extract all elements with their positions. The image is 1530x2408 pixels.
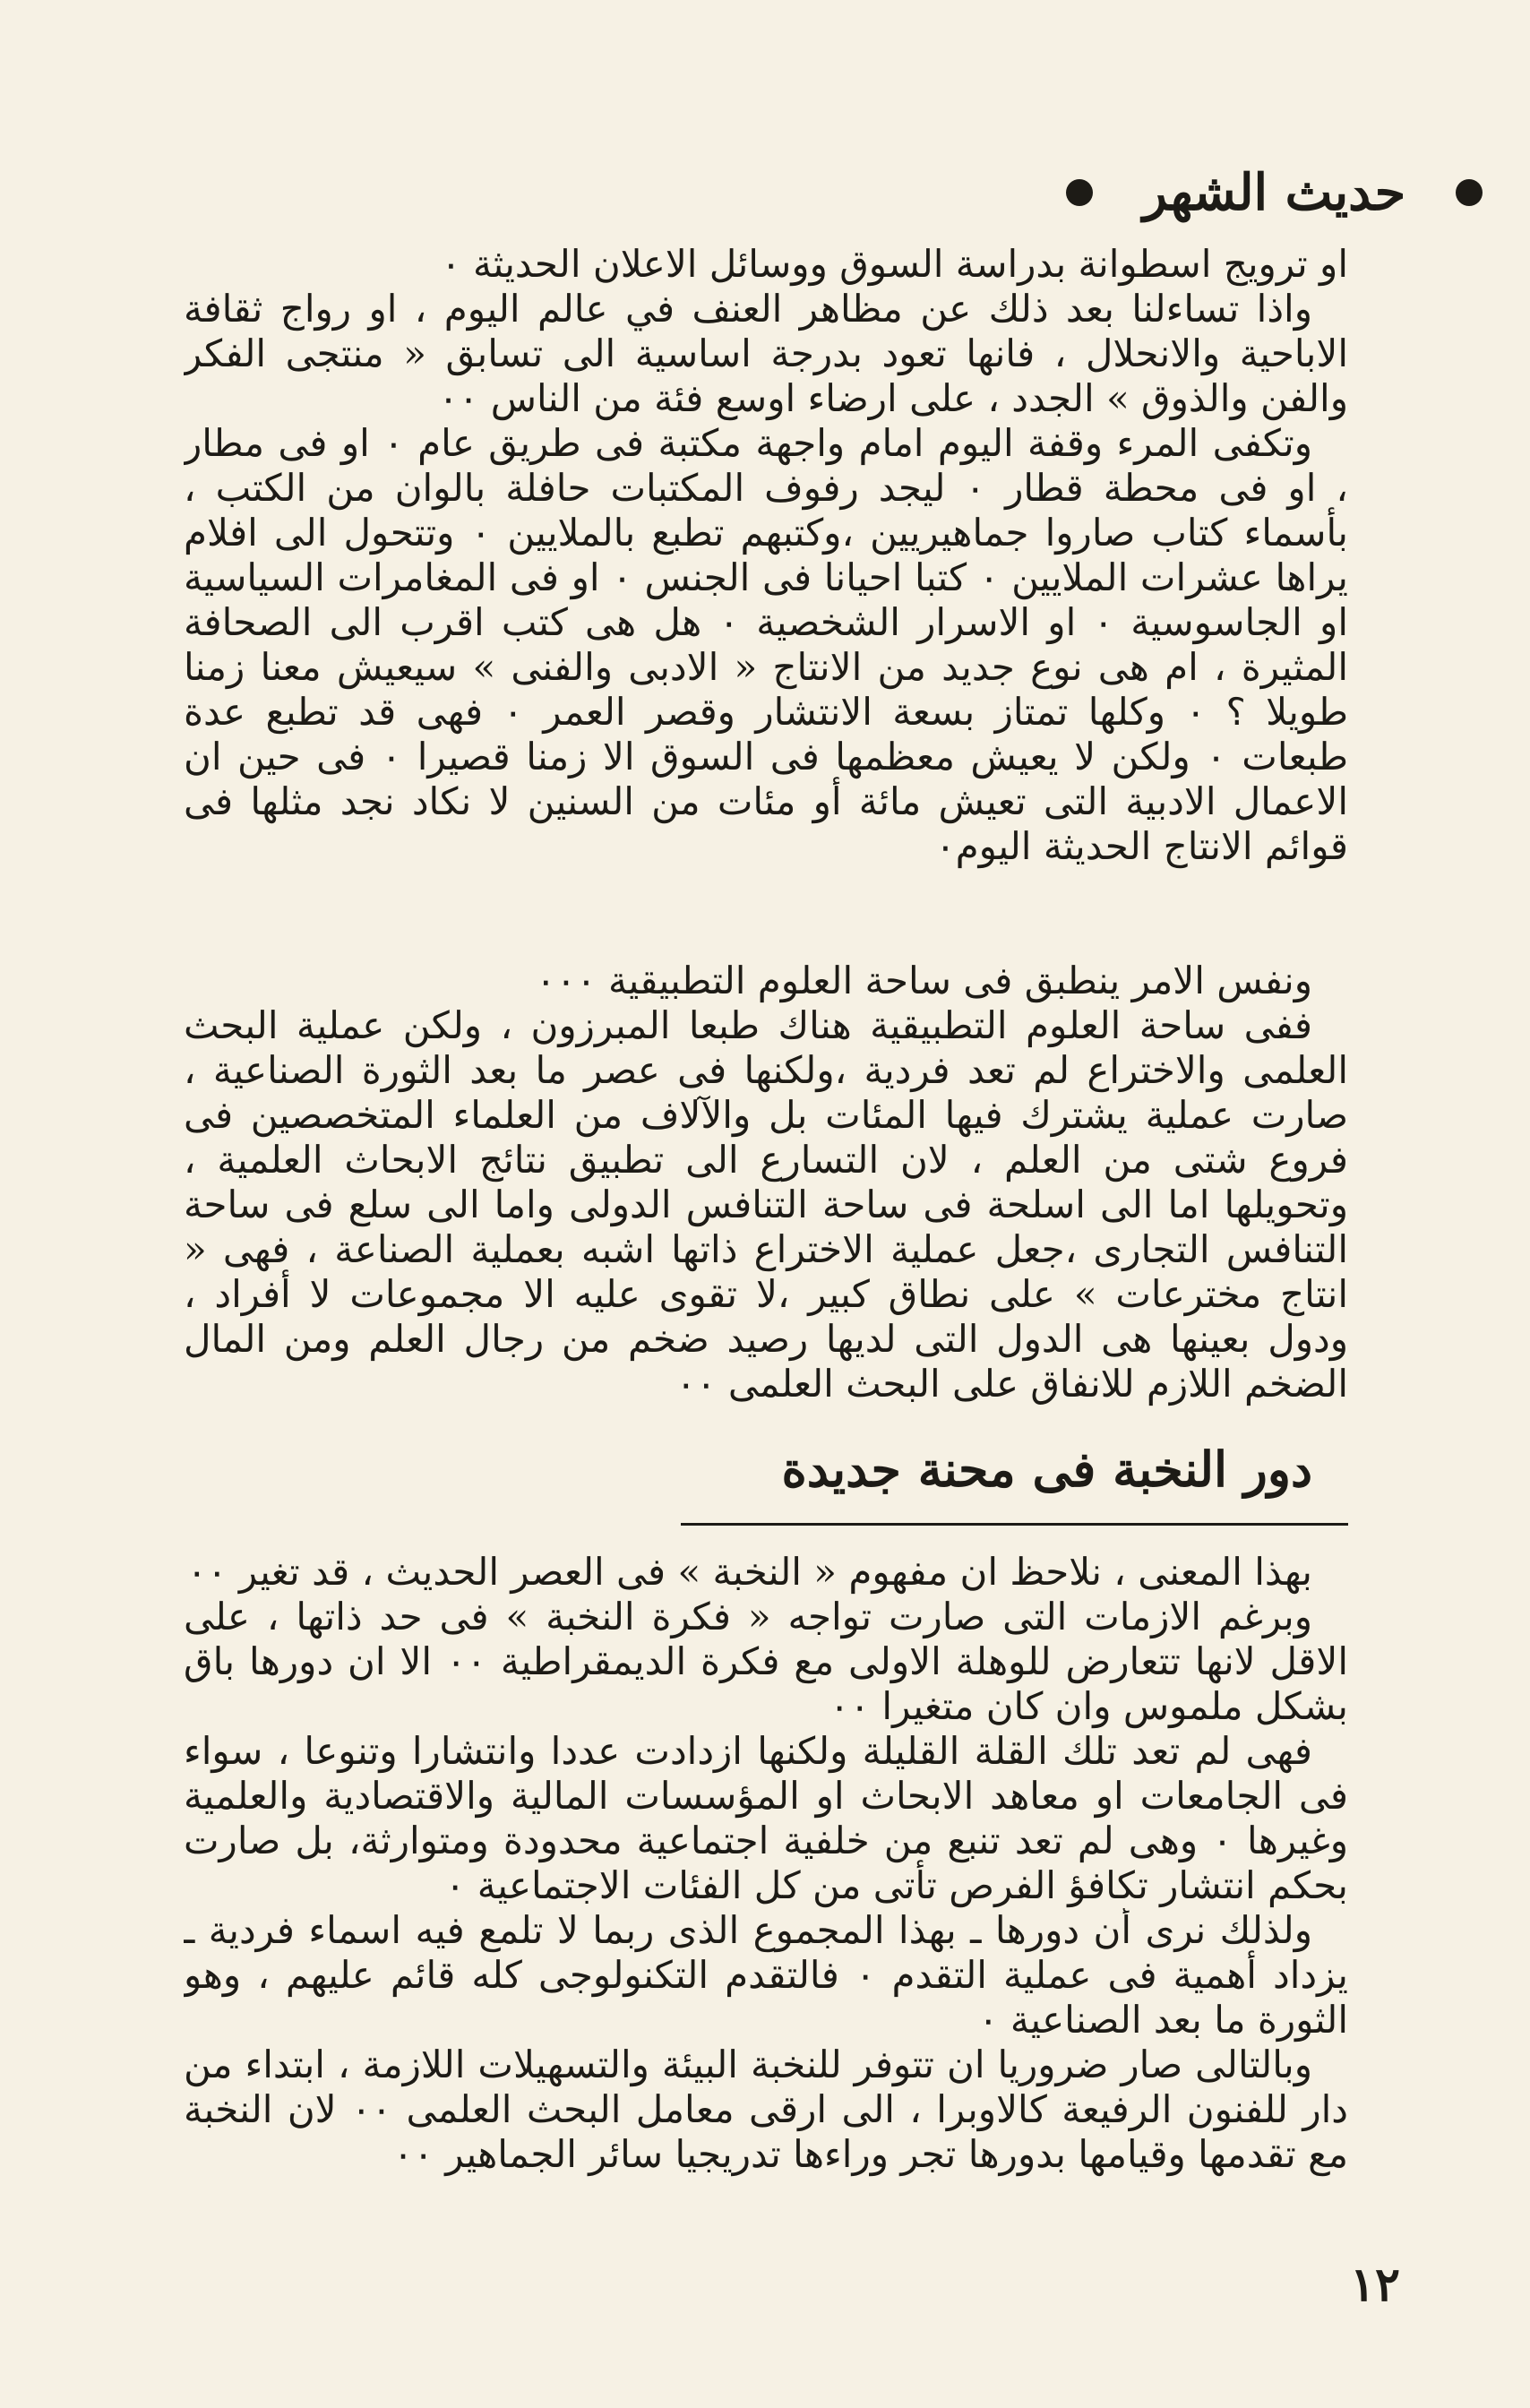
paragraph: وبرغم الازمات التى صارت تواجه « فكرة النخبة » فى حد ذاتها ، على الاقل لانها تتعارض للوهلة الاولى مع فكرة الديمقراطية ٠٠ الا ان دورها باق بشكل ملموس وان كان متغيرا ٠٠ [184, 1595, 1348, 1728]
paragraph: ففى ساحة العلوم التطبيقية هناك طبعا المبرزون ، ولكن عملية البحث العلمى والاختراع لم تعد فردية ،ولكنها فى عصر ما بعد الثورة الصناعية ، صارت عملية يشترك فيها المئات بل والآلاف من العلماء المتخصصين فى فروع شتى من العلم ، لان التسارع الى تطبيق نتائج الابحاث العلمية ، وتحويلها اما الى اسلحة فى ساحة التنافس الدولى واما الى سلع فى ساحة التنافس التجارى ،جعل عملية الاختراع ذاتها اشبه بعملية الصناعة ، فهى « انتاج مخترعات » على نطاق كبير ،لا تقوى عليه الا مجموعات لا أفراد ، ودول بعينها هى الدول التى لديها رصيد ضخم من رجال العلم ومن المال الضخم اللازم للانفاق على البحث العلمى ٠٠ [184, 1003, 1348, 1406]
article-section-1 [184, 242, 1348, 1406]
paragraph: وبالتالى صار ضروريا ان تتوفر للنخبة البيئة والتسهيلات اللازمة ، ابتداء من دار للفنون الرفيعة كالاوبرا ، الى ارقى معامل البحث العلمى ٠٠ لان النخبة مع تقدمها وقيامها بدورها تجر وراءها تدريجيا سائر الجماهير ٠٠ [184, 2042, 1348, 2176]
paragraph: واذا تساءلنا بعد ذلك عن مظاهر العنف في عالم اليوم ، او رواج ثقافة الاباحية والانحلال ، فانها تعود بدرجة اساسية الى تسابق « منتجى الفكر والفن والذوق » الجدد ، على ارضاء اوسع فئة من الناس ٠٠ [184, 287, 1348, 420]
article-section-2 [184, 1550, 1348, 2177]
paragraph: ونفس الامر ينطبق فى ساحة العلوم التطبيقية ٠٠٠ [536, 959, 1312, 1002]
paragraph: ولذلك نرى أن دورها ـ بهذا المجموع الذى ربما لا تلمع فيه اسماء فردية ـ يزداد أهمية فى عملية التقدم ٠ فالتقدم التكنولوجى كله قائم عليهم ، وهو الثورة ما بعد الصناعية ٠ [184, 1908, 1348, 2042]
bullet-icon [1456, 179, 1483, 206]
paragraph: بهذا المعنى ، نلاحظ ان مفهوم « النخبة » فى العصر الحديث ، قد تغير ٠٠ [186, 1550, 1312, 1594]
header-title: حديث الشهر [1142, 163, 1406, 222]
page-header [1066, 152, 1483, 233]
divider [681, 1523, 1348, 1526]
paragraph: وتكفى المرء وقفة اليوم امام واجهة مكتبة فى طريق عام ٠ او فى مطار ، او فى محطة قطار ٠ ليجد رفوف المكتبات حافلة بالوان من الكتب ، بأسماء كتاب صاروا جماهيريين ،وكتبهم تطبع بالملايين ٠ وتتحول الى افلام يراها عشرات الملايين ٠ كتبا احيانا فى الجنس ٠ او فى المغامرات السياسية او الجاسوسية ٠ او الاسرار الشخصية ٠ هل هى كتب اقرب الى الصحافة المثيرة ، ام هى نوع جديد من الانتاج « الادبى والفنى » سيعيش معنا زمنا طويلا ؟ ٠ وكلها تمتاز بسعة الانتشار وقصر العمر ٠ فهى قد تطبع عدة طبعات ٠ ولكن لا يعيش معظمها فى السوق الا زمنا قصيرا ٠ فى حين ان الاعمال الادبية التى تعيش مائة أو مئات من السنين لا نكاد نجد مثلها فى قوائم الانتاج الحديثة اليوم٠ [184, 421, 1348, 868]
paragraph: او ترويج اسطوانة بدراسة السوق ووسائل الاعلان الحديثة ٠ [441, 242, 1348, 286]
section-subheading: دور النخبة فى محنة جديدة [781, 1440, 1312, 1498]
paragraph: فهى لم تعد تلك القلة القليلة ولكنها ازدادت عددا وانتشارا وتنوعا ، سواء فى الجامعات او معاهد الابحاث او المؤسسات المالية والاقتصادية والعلمية وغيرها ٠ وهى لم تعد تنبع من خلفية اجتماعية محدودة ومتوارثة، بل صارت بحكم انتشار تكافؤ الفرص تأتى من كل الفئات الاجتماعية ٠ [184, 1729, 1348, 1907]
page-number: ١٢ [1350, 2258, 1400, 2312]
bullet-icon [1066, 179, 1093, 206]
